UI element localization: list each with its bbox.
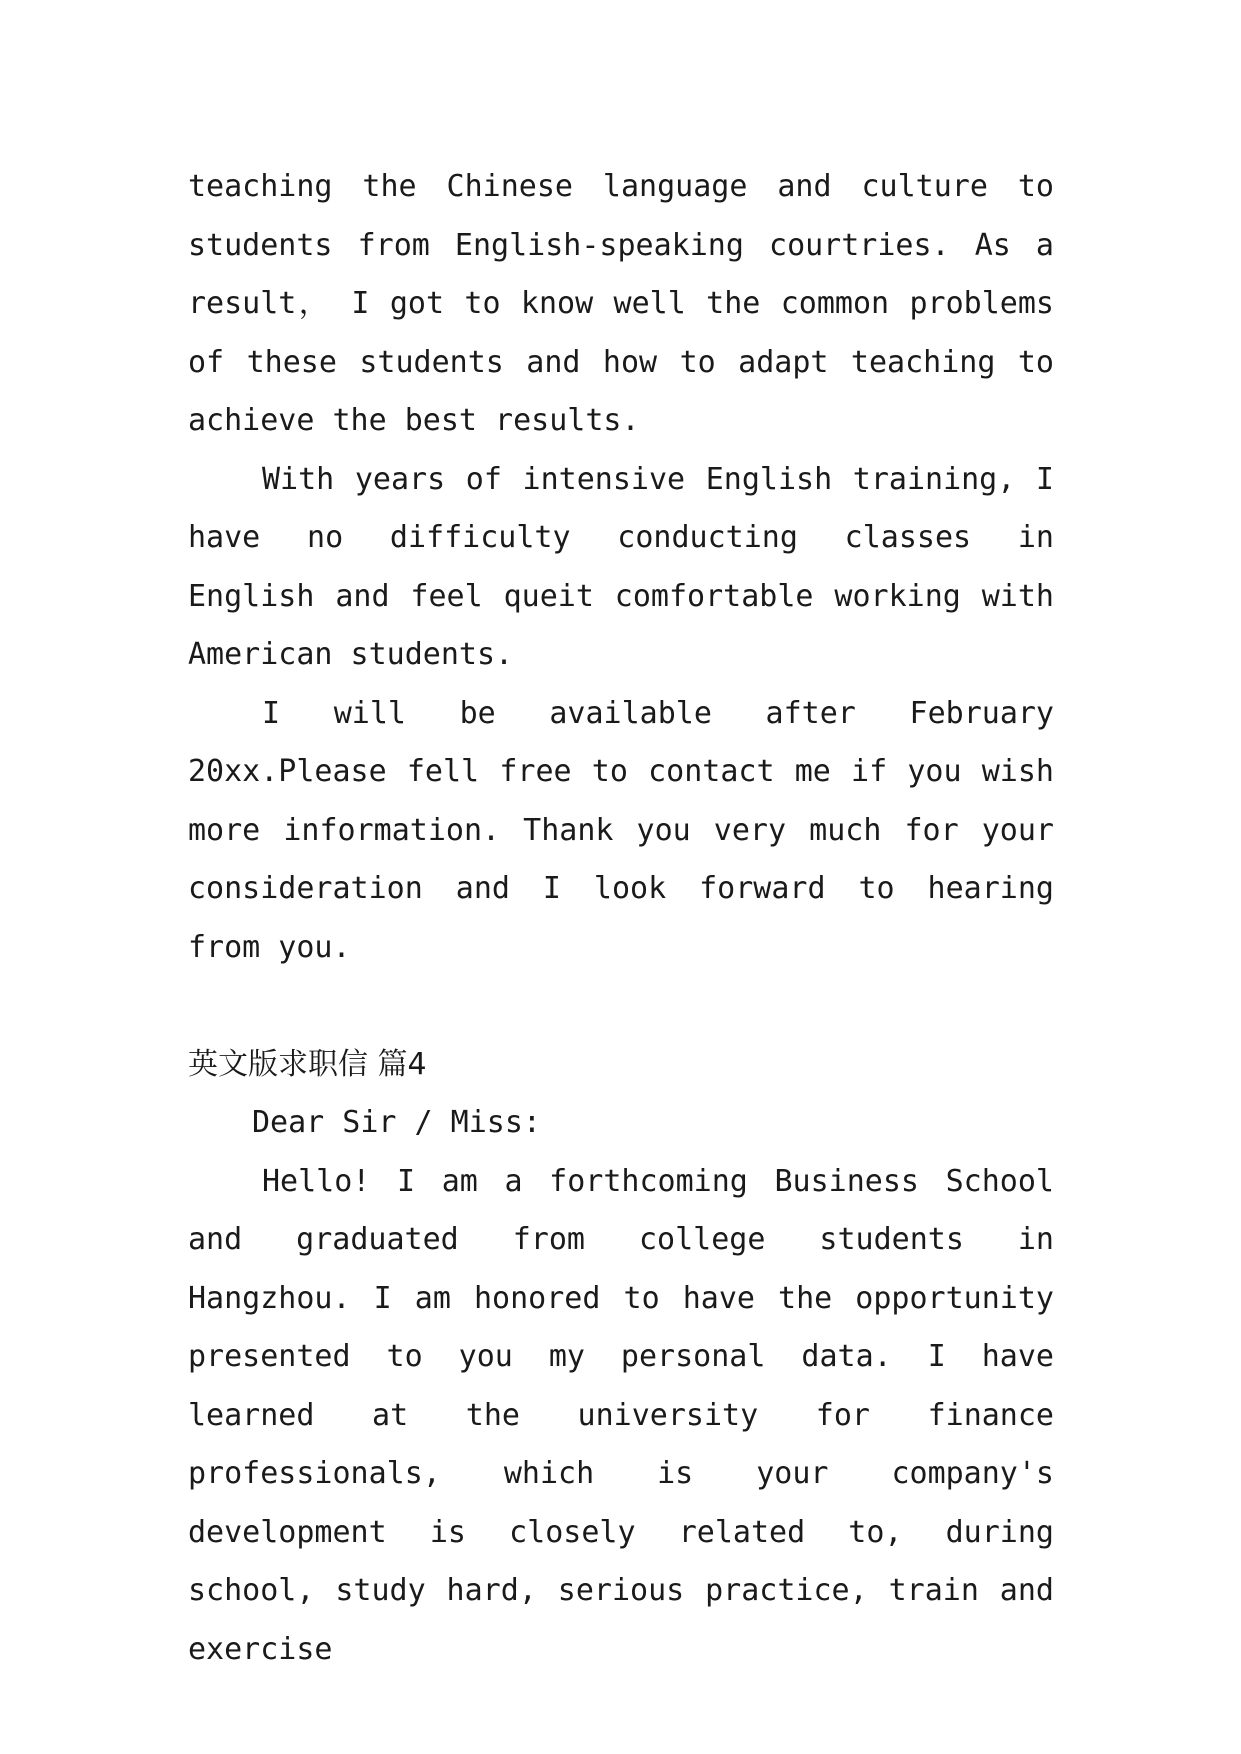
section-heading: [188, 1036, 1054, 1095]
paragraph-english-training: With years of intensive English training, I have no difficulty conducting classes in English and feel queit comfortable working with American students.: [188, 461, 1054, 672]
section-spacer: [188, 977, 1054, 1036]
section-heading-text: 英文版求职信 篇4: [188, 1046, 427, 1082]
paragraph-availability: I will be available after February 20xx.Please fell free to contact me if you wish more information. Thank you very much for your consideration and I look forward to hearing from you.: [188, 695, 1054, 965]
paragraph-continuation: teaching the Chinese language and culture to students from English-speaking courtries. As a result， I got to know well the common problems of these students and how to adapt teaching to achieve the best results.: [188, 169, 1054, 438]
paragraph-introduction: Hello! I am a forthcoming Business School and graduated from college students in Hangzhou. I am honored to have the opportunity presented to you my personal data. I have learned at the university for finance professionals, which is your company's development is closely related to, during school, study hard, serious practice, train and exercise: [188, 1163, 1054, 1667]
letter-greeting: Dear Sir / Miss:: [252, 1105, 541, 1140]
letter-body: [188, 158, 1054, 1679]
